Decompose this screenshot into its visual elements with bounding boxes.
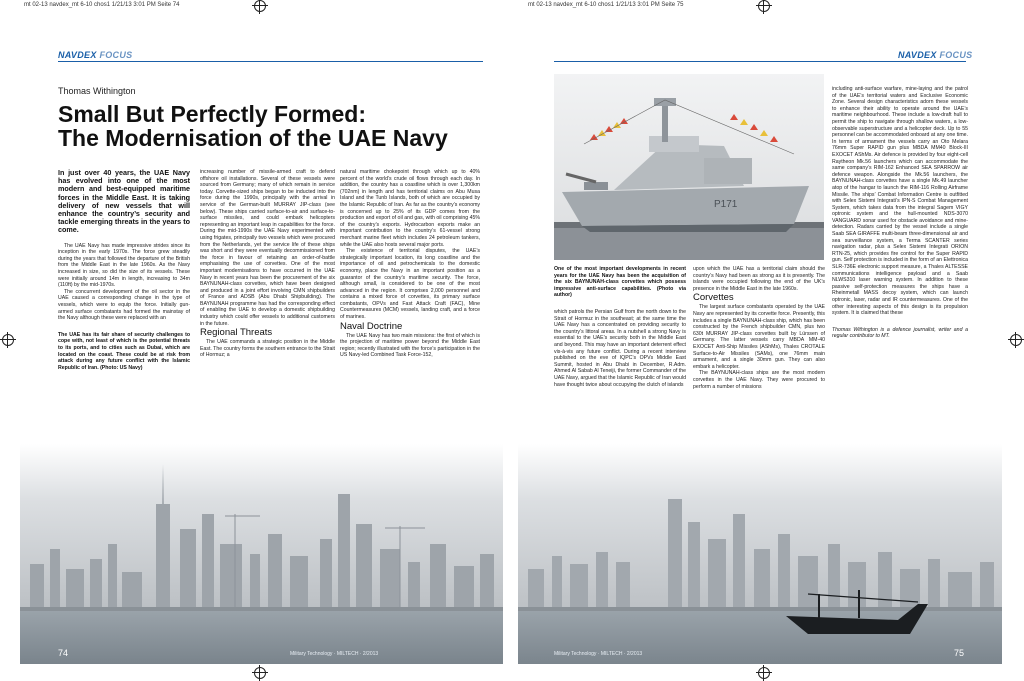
- hull-number: P171: [714, 199, 738, 210]
- header-rule: [58, 61, 483, 62]
- column-3: [340, 169, 480, 359]
- dubai-skyline-photo: [20, 444, 503, 664]
- title-line-2: The Modernisation of the UAE Navy: [58, 125, 448, 151]
- body-paragraph: The largest surface combatants operated by the UAE Navy are represented by its corvette force. Presently, this includes a single BAYNUNAH-class ship, which has been constructed by the French shipbuilder CMN, plus two 630t MURRAY JIP-class corvettes built by Lürssen of Germany. The latter vessels carry MBDA MM-40 EXOCET Anti-Ship Missiles (AShMs), Thales CROTALE Surface-to-Air Missiles (SAMs), one 76mm main armament, and a single 30mm gun. They can also embark a helicopter.: [693, 304, 825, 370]
- title-line-1: Small But Perfectly Formed:: [58, 101, 367, 127]
- print-slug-left: mt 02-13 navdex_mt 6-10 chos1 1/21/13 3:01 PM Seite 74: [24, 2, 180, 8]
- section-label: FOCUS: [99, 50, 133, 60]
- body-paragraph: upon which the UAE has a territorial claim should the country’s Navy had been as strong as it is presently. The islands were occupied following the end of the UK’s presence in the Middle East in the late 1960s.: [693, 266, 825, 292]
- article-intro: In just over 40 years, the UAE Navy has evolved into one of the most modern and best-equipped maritime forces in the Middle East. It is taking delivery of new vessels that will enhance the country’s security and tackle emerging threats in the years to come.: [58, 168, 190, 235]
- registration-mark-icon: [758, 0, 770, 12]
- skyline-dhow-photo: [518, 444, 1002, 664]
- subhead-regional-threats: Regional Threats: [200, 327, 273, 339]
- author-bio: Thomas Withington is a defence journalist, writer and a regular contributor to MT.: [832, 326, 968, 340]
- print-slug-right: mt 02-13 navdex_mt 6-10 chos1 1/21/13 3:01 PM Seite 75: [528, 2, 684, 8]
- subhead-naval-doctrine: Naval Doctrine: [340, 320, 403, 332]
- article-author: Thomas Withington: [58, 86, 136, 96]
- registration-mark-icon: [758, 667, 770, 679]
- column-6: [832, 86, 968, 340]
- body-paragraph: The BAYNUNAH-class ships are the most modern corvettes in the UAE Navy. They were procured to perform a number of missions: [693, 370, 825, 390]
- header-rule: [554, 61, 966, 62]
- body-paragraph: natural maritime chokepoint through which up to 40% percent of the world’s crude oil flows through each day. In addition, the country has a coastline which is over 1,300km (702nm) in length and has territorial claims on Abu Musa Island and the Tunb Islands, both of which are occupied by the Islamic Republic of Iran. As far as the country’s economy is concerned up to 25% of its GDP comes from the production and export of oil and gas, with oil comprising 45% of the country’s exports. Hydrocarbon exports make an important contribution to the country’s 61-vessel strong merchant marine fleet which includes 24 petroleum tankers, while the UAE also hosts several major ports.: [340, 169, 480, 248]
- magazine-page-left: [20, 14, 503, 664]
- section-label: FOCUS: [939, 50, 973, 60]
- article-title: [58, 102, 488, 150]
- section-header: [898, 50, 972, 60]
- section-brand: NAVDEX: [898, 50, 937, 60]
- registration-mark-icon: [2, 334, 14, 346]
- section-brand: NAVDEX: [58, 50, 97, 60]
- footer-left: Military Technology · MILTECH · 2/2013: [290, 651, 379, 657]
- subhead-corvettes: Corvettes: [693, 292, 734, 304]
- column-4: [554, 266, 686, 388]
- body-paragraph: The existence of territorial disputes, the UAE’s strategically important location, its long coastline and the importance of oil and petrochemicals to the domestic economy, place the Navy in an important position as a guarantor of the country’s maritime security. The force, although small, is considered to be one of the most advanced in the region. It comprises 2,000 personnel and contains a mixed force of corvettes, its primary surface combatants, OPVs and Fast Attack Craft (FAC), Mine Countermeasures (MCM) vessels, landing craft, and a force of marines.: [340, 248, 480, 321]
- body-paragraph: The UAE Navy has made impressive strides since its inception in the early 1970s. The force grew steadily during the years that followed the departure of the British from the Middle East in the late 1960s. As the Navy increased in size, so did the size of its vessels. These were initially around 14m in length, increasing to 34m (110ft) by the mid-1970s.: [58, 242, 190, 289]
- body-paragraph: The concurrent development of the oil sector in the UAE caused a corresponding change in the type of vessels, which were to equip the force. Initially gun-armed surface combatants had formed the mainstay of the Navy although these were replaced with an: [58, 288, 190, 322]
- registration-mark-icon: [1010, 334, 1022, 346]
- corvette-photo: [554, 74, 824, 260]
- magazine-page-right: [518, 14, 1002, 664]
- section-header: [58, 50, 132, 60]
- page-number-right: 75: [953, 648, 964, 658]
- column-5: [693, 266, 825, 390]
- registration-mark-icon: [254, 0, 266, 12]
- photo-caption-left: The UAE has its fair share of security challenges to cope with, not least of which is the potential threats to its ports, and to cities such as Dubai, which are located on the coast. These could be at risk from attack during any future conflict with the Islamic Republic of Iran. (Photo: US Navy): [58, 331, 190, 371]
- body-paragraph: The UAE commands a strategic position in the Middle East. The country forms the southern entrance to the Strait of Hormuz; a: [200, 339, 335, 359]
- body-paragraph: increasing number of missile-armed craft to defend offshore oil installations. Several of these vessels were sourced from Germany; many of which remain in service today. Corvette-sized ships began to be inducted into the force during the 1990s, principally with the arrival in service of the German-built MURRAY JIP-class (see below). These ships carried surface-to-air and surface-to-surface missiles, and could embark helicopters representing an important leap in capabilities for the force. During the mid-1990s the UAE Navy experimented with using frigates, principally two vessels which were procured from the Netherlands, yet the service life of these ships was short and they were eventually decommissioned from the force in favour of retaining an order-of-battle emphasising the use of corvettes. One of the most important modernisations to have occurred in the UAE Navy in recent years has been the procurement of the six BAYNUNAH-class corvettes, which have been designed and produced in a joint effort involving CMN shipbuilders of France and ADSB (Abu Dhabi Shipbuilding). The BAYNUNAH programme has had the corresponding effect of enabling the UAE to develop a domestic shipbuilding industry which could offer vessels to additional customers in the future.: [200, 169, 335, 327]
- column-2: [200, 169, 335, 359]
- footer-right: Military Technology · MILTECH · 2/2013: [554, 651, 643, 657]
- body-paragraph: The UAE Navy has two main missions: the first of which is the projection of maritime power beyond the Middle East region; recently illustrated with the force’s participation in the US Navy-led Combined Task Force-152,: [340, 332, 480, 359]
- body-paragraph: which patrols the Persian Gulf from the north down to the Strait of Hormuz in the southeast; at the same time the UAE Navy has a concentrated on providing security to the country’s littoral areas. In a nutshell a strong Navy is essential to the UAE’s security both in the Middle East and beyond. This may have an important deterrent effect vis-à-vis any future conflict. During a recent interview published on the eve of IQPC’s OPVs Middle East Summit, hosted in Abu Dhabi in December, R.Adm. Ahmed Al Sabab Al Teneiji, the former Commander of the UAE Navy, argued that the Islamic Republic of Iran would have thought twice about occupying the clutch of islands: [554, 308, 686, 388]
- registration-mark-icon: [254, 667, 266, 679]
- photo-caption-right: One of the most important developments in recent years for the UAE Navy has been the acquisition of the six BAYNUNAH-class corvettes which possess impressive anti-surface capabilities. (Photo via author): [554, 266, 686, 299]
- column-1: [58, 169, 190, 371]
- body-paragraph: including anti-surface warfare, mine-laying and the patrol of the UAE’s territorial waters and Exclusive Economic Zone. Several design characteristics adorn these vessels to enhance their ability to operate around the UAE’s maritime neighbourhood. These include a low-draft hull to permit the ship to navigate through shallow waters, a low-observable superstructure and a helicopter deck. Up to 55 personnel can be accommodated onboard at any one time. In terms of armament the vessels carry an Oto Melara 76mm Super RAPID gun plus MBDA MM40 Block-III EXOCET AShMs. Air defence is provided by four eight-cell Raytheon Mk.56 launchers which can accommodate the same company’s RIM-162 Enhanced SEA SPARROW air defence weapon. Alongside the Mk.56 launchers, the BAYNUNAH-class corvettes have a single Mk.49 launcher atop of the hangar to launch the RIM-116 Rolling Airframe Missile. The ships’ Combat Information Centre is outfitted with Selex Sistemi Integrati’s IPN-S Combat Management System, which takes data from the integral Sagem VIGY optronic system and the hull-mounted NDS-3070 VANGUARD sonar used for obstacle avoidance and mine-detection. Radars carried by the vessel include a single Saab SEA GIRAFFE multi-beam three-dimensional air and sea surveillance system, a Terma SCANTER series navigation radar, plus a Selex Sistemi Integrati ORION RTN-25, which provides fire control for the Super RAPID gun. Self protection is included in the form of an Elettronica SLR-736E electronic support measure, a Thales ALTESSE communications intelligence payload and a Saab NLWS310 laser warning system. In addition to these passive self-protection measures the ships have a Rheinmetall MASS decoy system, which can launch optronic, laser, radar and IR countermeasures. One of the other interesting aspects of this design is its propulsion system. It is claimed that these: [832, 86, 968, 317]
- page-number-left: 74: [58, 648, 69, 658]
